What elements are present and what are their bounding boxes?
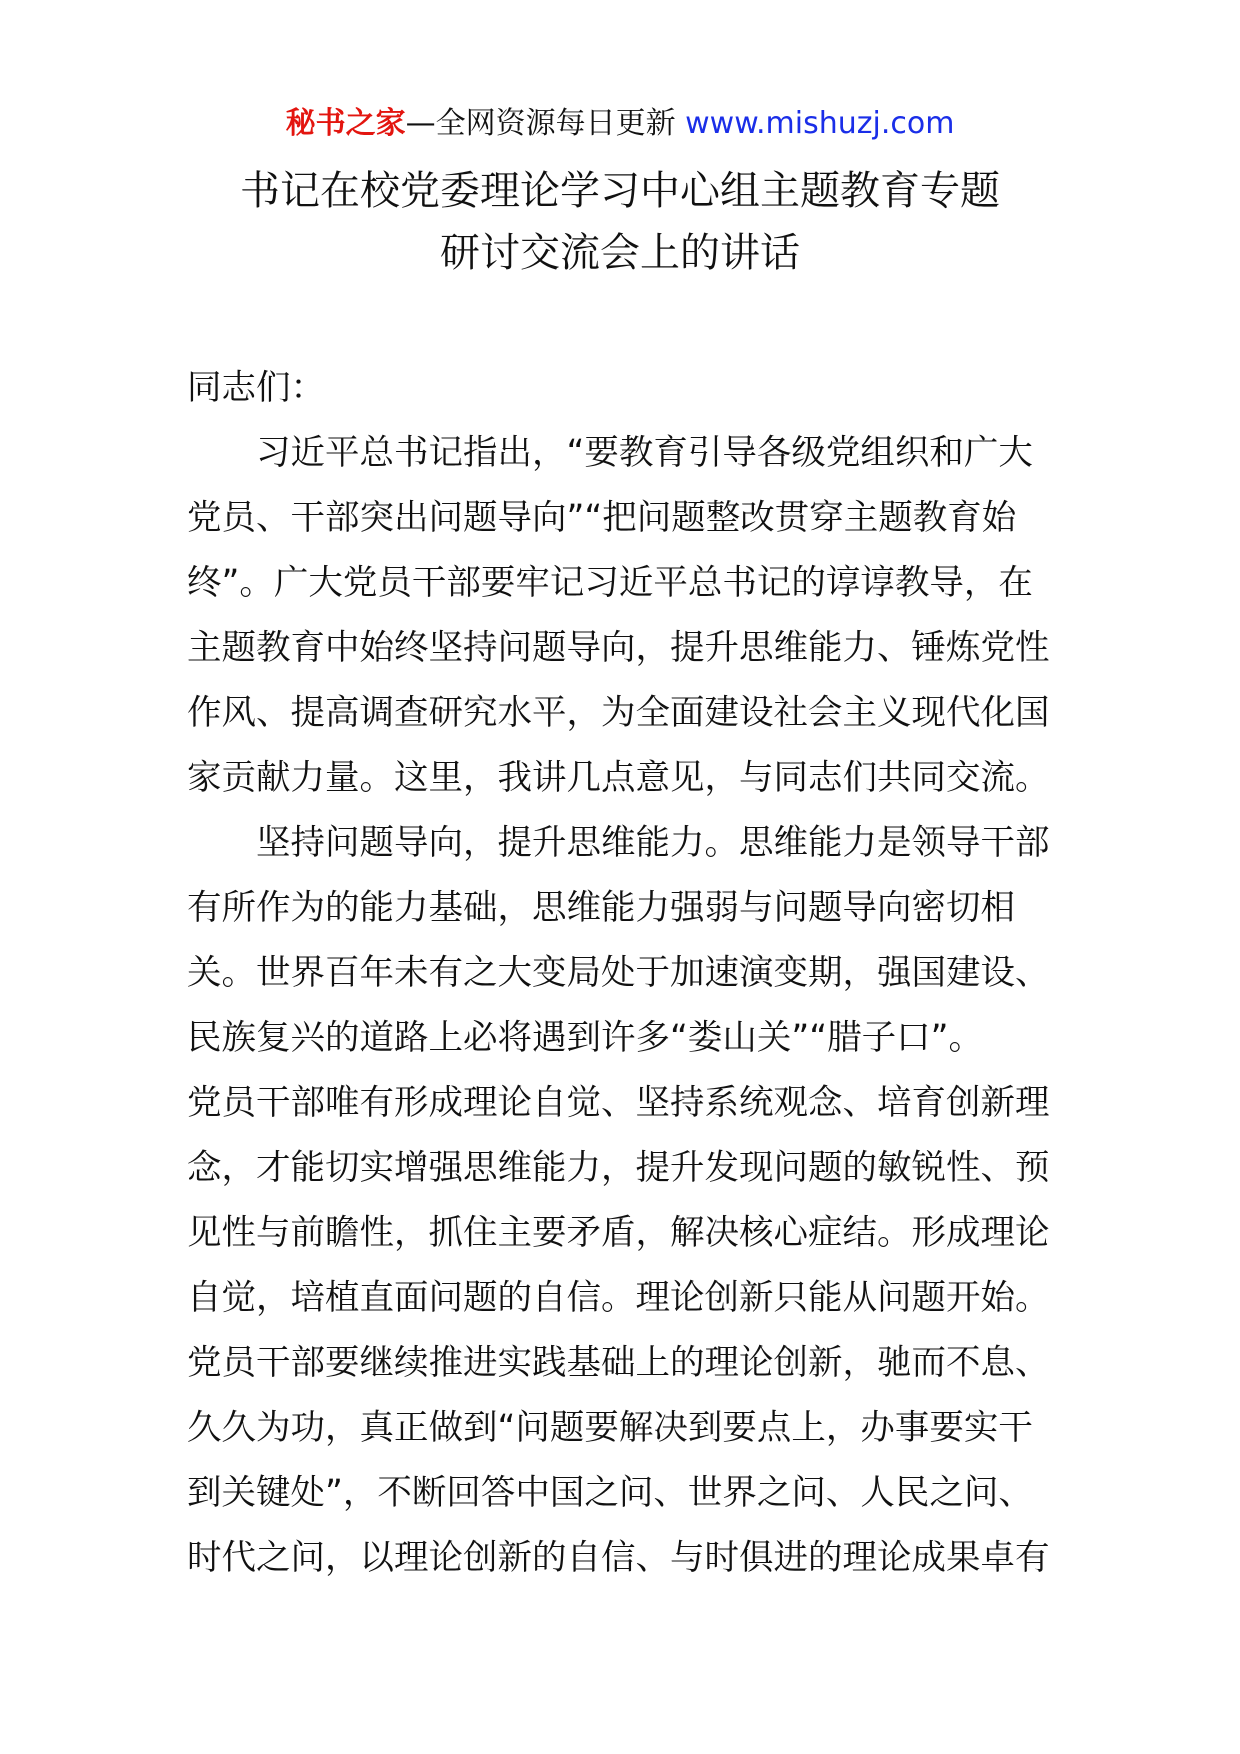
paragraph-line: 坚持问题导向，提升思维能力。思维能力是领导干部 [256,823,1050,863]
paragraph-line: 党员干部要继续推进实践基础上的理论创新，驰而不息、 [187,1343,1050,1383]
paragraph-line: 民族复兴的道路上必将遇到许多“娄山关”“腊子口”。 [187,1018,983,1058]
paragraph-line: 党员、干部突出问题导向”“把问题整改贯穿主题教育始 [187,498,1017,538]
paragraph-line: 见性与前瞻性，抓住主要矛盾，解决核心症结。形成理论 [187,1213,1050,1253]
document-body [187,356,1057,1591]
paragraph-line: 到关键处”，不断回答中国之问、世界之问、人民之问、 [187,1473,1033,1513]
paragraph-line: 家贡献力量。这里，我讲几点意见，与同志们共同交流。 [187,758,1050,798]
document-title [0,160,1240,284]
paragraph-line: 念，才能切实增强思维能力，提升发现问题的敏锐性、预 [187,1148,1050,1188]
title-line-1: 书记在校党委理论学习中心组主题教育专题 [240,168,1000,214]
salutation: 同志们： [187,368,325,408]
site-url-link[interactable]: www.mishuzj.com [685,106,955,141]
title-line-2: 研讨交流会上的讲话 [440,230,800,276]
paragraph-line: 久久为功，真正做到“问题要解决到要点上，办事要实干 [187,1408,1033,1448]
paragraph-line: 主题教育中始终坚持问题导向，提升思维能力、锤炼党性 [187,628,1050,668]
paragraph-line: 自觉，培植直面问题的自信。理论创新只能从问题开始。 [187,1278,1050,1318]
paragraph-line: 时代之问，以理论创新的自信、与时俱进的理论成果卓有 [187,1538,1050,1578]
paragraph-line: 终”。广大党员干部要牢记习近平总书记的谆谆教导，在 [187,563,1033,603]
site-header [0,104,1240,144]
site-brand: 秘书之家 [285,106,406,141]
paragraph-line: 习近平总书记指出，“要教育引导各级党组织和广大 [256,433,1033,473]
paragraph-line: 作风、提高调查研究水平，为全面建设社会主义现代化国 [187,693,1050,733]
paragraph-line: 党员干部唯有形成理论自觉、坚持系统观念、培育创新理 [187,1083,1050,1123]
paragraph-line: 关。世界百年未有之大变局处于加速演变期，强国建设、 [187,953,1050,993]
paragraph-line: 有所作为的能力基础，思维能力强弱与问题导向密切相 [187,888,1015,928]
site-tagline: —全网资源每日更新 [405,106,686,141]
